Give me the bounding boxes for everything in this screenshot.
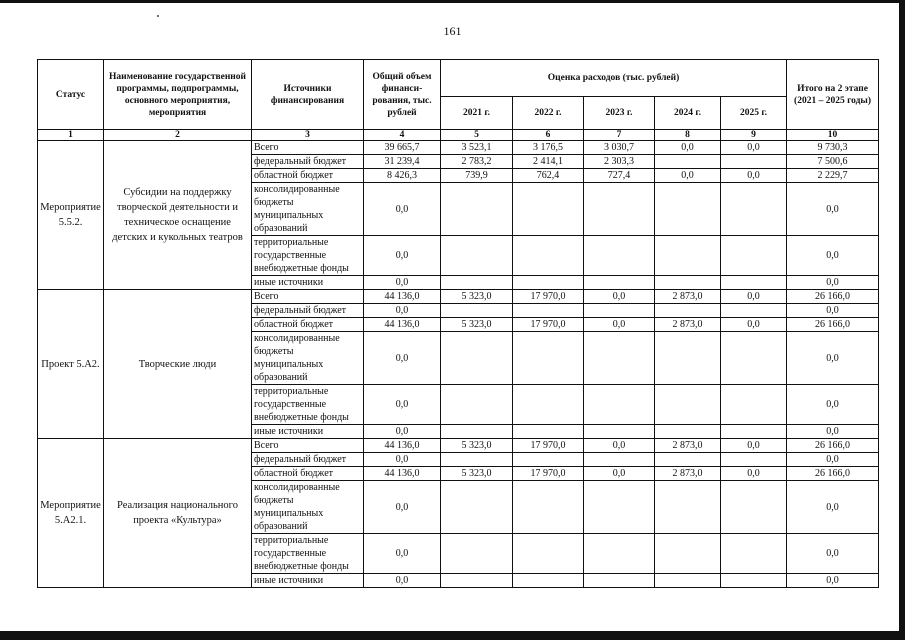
year-2022-cell (513, 385, 584, 425)
year-2025-cell (721, 155, 787, 169)
total-cell: 44 136,0 (364, 439, 441, 453)
year-2023-cell: 3 030,7 (584, 141, 655, 155)
year-2025-cell (721, 534, 787, 574)
budget-table (37, 59, 879, 588)
status-cell: Проект 5.А2. (38, 290, 104, 439)
year-2024-cell (655, 534, 721, 574)
source-cell: областной бюджет (252, 467, 364, 481)
total-cell: 0,0 (364, 385, 441, 425)
table-body (38, 141, 879, 588)
stage-total-cell: 0,0 (787, 481, 879, 534)
stage-total-cell: 0,0 (787, 236, 879, 276)
total-cell: 0,0 (364, 276, 441, 290)
year-2025-cell (721, 425, 787, 439)
stage-total-cell: 9 730,3 (787, 141, 879, 155)
year-2021-cell (441, 453, 513, 467)
stage-total-cell: 26 166,0 (787, 290, 879, 304)
year-2022-cell (513, 425, 584, 439)
year-2023-cell (584, 534, 655, 574)
year-2023-cell (584, 304, 655, 318)
year-2023-cell (584, 574, 655, 588)
header-year-2023: 2023 г. (584, 97, 655, 130)
total-cell: 0,0 (364, 481, 441, 534)
year-2024-cell (655, 453, 721, 467)
total-cell: 0,0 (364, 453, 441, 467)
year-2025-cell: 0,0 (721, 318, 787, 332)
year-2022-cell (513, 304, 584, 318)
year-2022-cell: 17 970,0 (513, 290, 584, 304)
header-stage-total: Итого на 2 этапе (2021 – 2025 годы) (787, 60, 879, 130)
table-row (38, 141, 879, 155)
total-cell: 44 136,0 (364, 318, 441, 332)
column-number: 10 (787, 130, 879, 141)
source-cell: территориальные государственные внебюджетные фонды (252, 236, 364, 276)
year-2024-cell (655, 481, 721, 534)
total-cell: 0,0 (364, 425, 441, 439)
total-cell: 0,0 (364, 236, 441, 276)
year-2023-cell (584, 183, 655, 236)
year-2024-cell: 0,0 (655, 169, 721, 183)
year-2025-cell (721, 183, 787, 236)
stage-total-cell: 26 166,0 (787, 439, 879, 453)
stage-total-cell: 0,0 (787, 332, 879, 385)
header-year-2021: 2021 г. (441, 97, 513, 130)
program-name-cell: Субсидии на поддержку творческой деятельности и техническое оснащение детских и кукольных театров (104, 141, 252, 290)
year-2025-cell (721, 276, 787, 290)
year-2021-cell: 3 523,1 (441, 141, 513, 155)
source-cell: территориальные государственные внебюджетные фонды (252, 534, 364, 574)
year-2024-cell (655, 425, 721, 439)
year-2025-cell: 0,0 (721, 169, 787, 183)
stage-total-cell: 0,0 (787, 276, 879, 290)
scan-edge-top (0, 0, 905, 3)
year-2025-cell: 0,0 (721, 141, 787, 155)
year-2023-cell: 727,4 (584, 169, 655, 183)
total-cell: 44 136,0 (364, 467, 441, 481)
header-name: Наименование государственной программы, подпрограммы, основного мероприятия, мероприятия (104, 60, 252, 130)
year-2025-cell (721, 453, 787, 467)
year-2024-cell (655, 574, 721, 588)
header-sources: Источники финансирования (252, 60, 364, 130)
stage-total-cell: 0,0 (787, 453, 879, 467)
year-2022-cell (513, 332, 584, 385)
stage-total-cell: 2 229,7 (787, 169, 879, 183)
source-cell: консолидированные бюджеты муниципальных образований (252, 332, 364, 385)
year-2022-cell (513, 276, 584, 290)
year-2025-cell: 0,0 (721, 290, 787, 304)
source-cell: Всего (252, 141, 364, 155)
year-2021-cell: 5 323,0 (441, 318, 513, 332)
column-number: 5 (441, 130, 513, 141)
column-number: 8 (655, 130, 721, 141)
year-2023-cell: 0,0 (584, 467, 655, 481)
year-2022-cell (513, 481, 584, 534)
year-2021-cell (441, 183, 513, 236)
year-2023-cell (584, 385, 655, 425)
year-2022-cell: 17 970,0 (513, 467, 584, 481)
status-cell: Мероприятие 5.5.2. (38, 141, 104, 290)
year-2021-cell (441, 534, 513, 574)
source-cell: федеральный бюджет (252, 155, 364, 169)
status-cell: Мероприятие 5.А2.1. (38, 439, 104, 588)
year-2024-cell (655, 332, 721, 385)
source-cell: федеральный бюджет (252, 304, 364, 318)
year-2023-cell (584, 332, 655, 385)
year-2024-cell: 2 873,0 (655, 439, 721, 453)
year-2022-cell: 17 970,0 (513, 439, 584, 453)
year-2022-cell (513, 183, 584, 236)
stage-total-cell: 0,0 (787, 425, 879, 439)
total-cell: 39 665,7 (364, 141, 441, 155)
source-cell: Всего (252, 290, 364, 304)
year-2021-cell: 2 783,2 (441, 155, 513, 169)
year-2025-cell: 0,0 (721, 467, 787, 481)
total-cell: 0,0 (364, 304, 441, 318)
year-2023-cell: 0,0 (584, 290, 655, 304)
total-cell: 0,0 (364, 574, 441, 588)
year-2025-cell (721, 481, 787, 534)
stage-total-cell: 7 500,6 (787, 155, 879, 169)
column-number: 7 (584, 130, 655, 141)
year-2022-cell (513, 236, 584, 276)
year-2023-cell (584, 236, 655, 276)
header-year-2025: 2025 г. (721, 97, 787, 130)
total-cell: 0,0 (364, 332, 441, 385)
stage-total-cell: 0,0 (787, 385, 879, 425)
year-2022-cell: 17 970,0 (513, 318, 584, 332)
source-cell: Всего (252, 439, 364, 453)
total-cell: 0,0 (364, 183, 441, 236)
year-2023-cell: 0,0 (584, 439, 655, 453)
year-2024-cell (655, 183, 721, 236)
source-cell: федеральный бюджет (252, 453, 364, 467)
year-2021-cell (441, 425, 513, 439)
year-2025-cell (721, 236, 787, 276)
total-cell: 8 426,3 (364, 169, 441, 183)
table-row (38, 439, 879, 453)
total-cell: 0,0 (364, 534, 441, 574)
year-2021-cell (441, 236, 513, 276)
year-2024-cell (655, 155, 721, 169)
page-number: 161 (443, 24, 462, 38)
column-number: 6 (513, 130, 584, 141)
source-cell: консолидированные бюджеты муниципальных образований (252, 183, 364, 236)
stage-total-cell: 0,0 (787, 534, 879, 574)
year-2025-cell (721, 385, 787, 425)
column-number: 9 (721, 130, 787, 141)
year-2023-cell: 0,0 (584, 318, 655, 332)
scan-edge-bottom (0, 631, 905, 640)
year-2023-cell (584, 453, 655, 467)
year-2021-cell (441, 276, 513, 290)
year-2021-cell (441, 574, 513, 588)
year-2021-cell (441, 304, 513, 318)
column-number: 2 (104, 130, 252, 141)
stage-total-cell: 0,0 (787, 574, 879, 588)
year-2021-cell: 5 323,0 (441, 439, 513, 453)
column-number: 3 (252, 130, 364, 141)
year-2021-cell (441, 481, 513, 534)
year-2023-cell (584, 276, 655, 290)
total-cell: 31 239,4 (364, 155, 441, 169)
year-2023-cell (584, 425, 655, 439)
table-row (38, 290, 879, 304)
year-2025-cell (721, 304, 787, 318)
year-2021-cell: 739,9 (441, 169, 513, 183)
year-2023-cell: 2 303,3 (584, 155, 655, 169)
source-cell: территориальные государственные внебюджетные фонды (252, 385, 364, 425)
scan-edge-right (899, 0, 905, 640)
source-cell: областной бюджет (252, 318, 364, 332)
year-2024-cell (655, 385, 721, 425)
year-2022-cell (513, 574, 584, 588)
year-2022-cell (513, 453, 584, 467)
header-estimate: Оценка расходов (тыс. рублей) (441, 60, 787, 97)
year-2024-cell (655, 236, 721, 276)
total-cell: 44 136,0 (364, 290, 441, 304)
year-2025-cell (721, 574, 787, 588)
year-2024-cell: 2 873,0 (655, 290, 721, 304)
year-2024-cell: 2 873,0 (655, 318, 721, 332)
year-2024-cell: 2 873,0 (655, 467, 721, 481)
stage-total-cell: 26 166,0 (787, 318, 879, 332)
year-2022-cell (513, 534, 584, 574)
stage-total-cell: 26 166,0 (787, 467, 879, 481)
year-2024-cell (655, 304, 721, 318)
source-cell: областной бюджет (252, 169, 364, 183)
program-name-cell: Творческие люди (104, 290, 252, 439)
year-2021-cell: 5 323,0 (441, 290, 513, 304)
scan-speck (157, 15, 159, 17)
stage-total-cell: 0,0 (787, 304, 879, 318)
year-2022-cell: 3 176,5 (513, 141, 584, 155)
header-status: Статус (38, 60, 104, 130)
source-cell: иные источники (252, 276, 364, 290)
program-name-cell: Реализация национального проекта «Культура» (104, 439, 252, 588)
column-number: 4 (364, 130, 441, 141)
year-2022-cell: 762,4 (513, 169, 584, 183)
header-total: Общий объем финанси-рования, тыс. рублей (364, 60, 441, 130)
year-2025-cell: 0,0 (721, 439, 787, 453)
year-2022-cell: 2 414,1 (513, 155, 584, 169)
stage-total-cell: 0,0 (787, 183, 879, 236)
year-2024-cell (655, 276, 721, 290)
year-2021-cell (441, 385, 513, 425)
year-2025-cell (721, 332, 787, 385)
header-year-2024: 2024 г. (655, 97, 721, 130)
year-2024-cell: 0,0 (655, 141, 721, 155)
year-2023-cell (584, 481, 655, 534)
column-number: 1 (38, 130, 104, 141)
source-cell: иные источники (252, 425, 364, 439)
source-cell: консолидированные бюджеты муниципальных образований (252, 481, 364, 534)
year-2021-cell (441, 332, 513, 385)
header-year-2022: 2022 г. (513, 97, 584, 130)
source-cell: иные источники (252, 574, 364, 588)
year-2021-cell: 5 323,0 (441, 467, 513, 481)
